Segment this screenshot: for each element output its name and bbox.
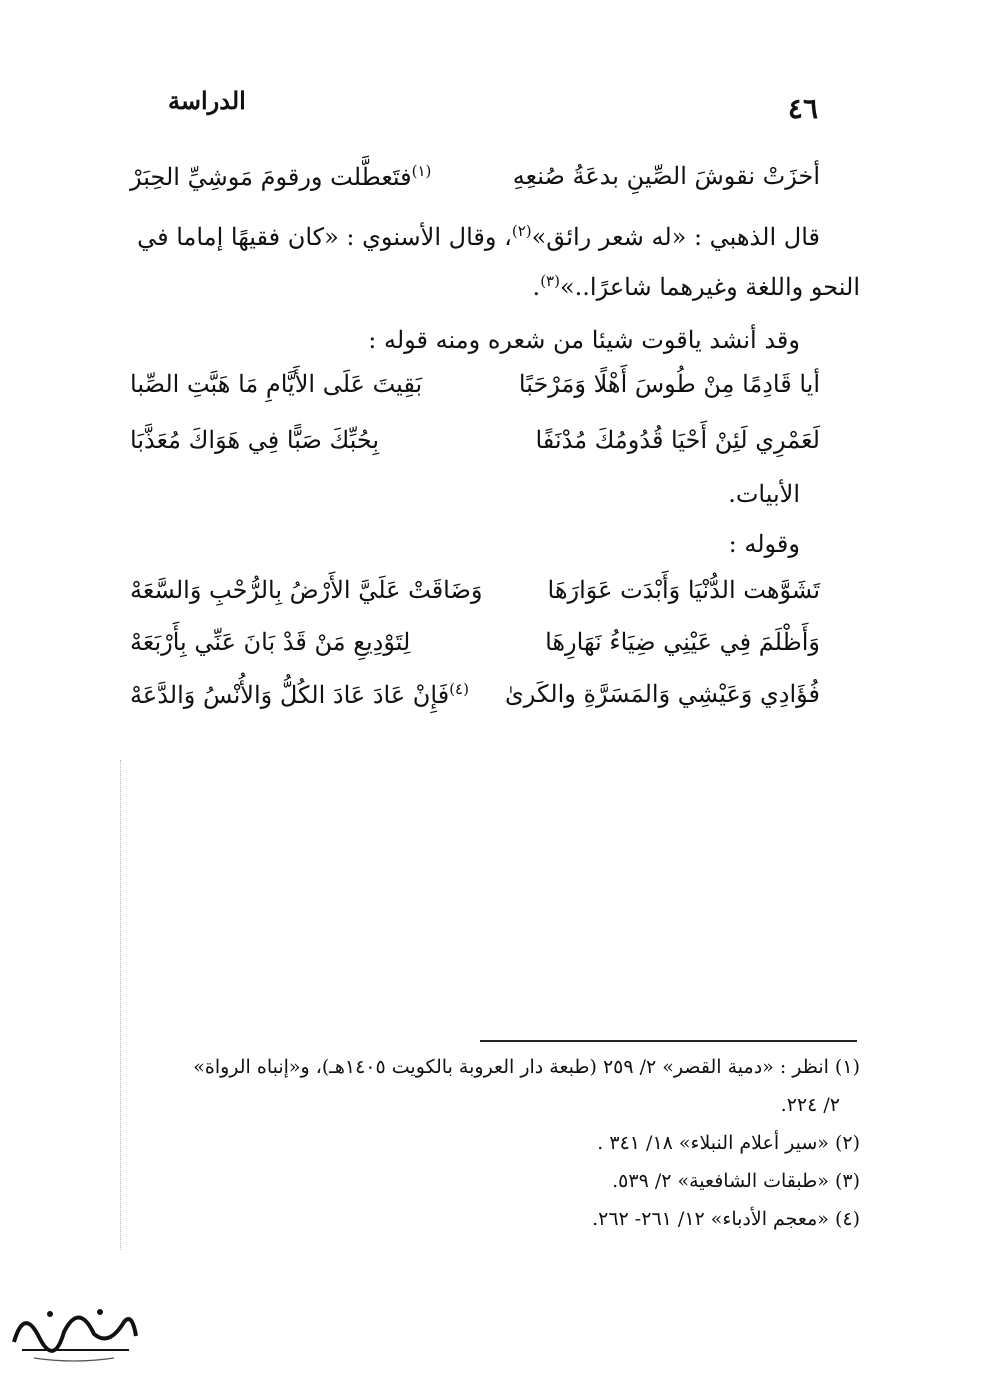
poem1-tail: الأبيات. [728,480,800,508]
footnote-1-cont: ٢/ ٢٢٤. [780,1094,840,1116]
footnote-1: (١) انظر : «دمية القصر» ٢/ ٢٥٩ (طبعة دار العروبة بالكويت ١٤٠٥هـ)، و«إنباه الرواة» [193,1056,860,1078]
paragraph-line-1: قال الذهبي : «له شعر رائق»$^{(٢)}$، وقال الأسنوي : «كان فقيهًا إماما في [137,222,820,251]
poem2-verse-2: وَأَظْلَمَ فِي عَيْنِي ضِيَاءُ نَهَارِهَا لِتَوْدِيعِ مَنْ قَدْ بَانَ عَنِّي بِأَرْبَعَهْ [130,628,820,656]
verse-top [120,162,820,206]
poem2-verse-1: تَشَوَّهت الدُّنْيَا وَأَبْدَت عَوَارَهَا وَضَاقَتْ عَلَيَّ الأَرْضُ بِالرُّحْبِ وَالسَّعَهْ [130,576,820,604]
poem2-verse-3: فُؤَادِي وَعَيْشِي وَالمَسَرَّةِ والكَرىٰ $^{(٤)}$فَإِنْ عَادَ عَادَ الكُلُّ وَالأُنْسُ وَالدَّعَهْ [130,680,820,709]
footnote-2: (٢) «سير أعلام النبلاء» ١٨/ ٣٤١ . [597,1132,860,1154]
footnote-separator [480,1040,857,1042]
footnotes [120,1056,860,1236]
verse-top-second-hemistich: $^{(١)}$فتَعطَّلت ورقومَ مَوشِيِّ الحِبَرْ [130,162,432,191]
calligraphy-logo [4,1292,144,1368]
footnote-3: (٣) «طبقات الشافعية» ٢/ ٥٣٩. [612,1170,860,1192]
page-number: ٤٦ [787,92,818,125]
running-header-title: الدراسة [168,86,246,115]
footnote-ref-3: (٣) [540,272,560,290]
poem1-verse-2: لَعَمْرِي لَئِنْ أَحْيَا قُدُومُكَ مُدْنَفًا بِحُبِّكَ صَبًّا فِي هَوَاكَ مُعَذَّبَا [130,426,820,454]
footnote-ref-2: (٢) [511,222,532,240]
footnote-4: (٤) «معجم الأدباء» ١٢/ ٢٦١- ٢٦٢. [592,1208,860,1230]
footnote-ref-1: (١) [411,162,432,180]
poem1-verse-1: أيا قَادِمًا مِنْ طُوسَ أَهْلًا وَمَرْحَبًا بَقِيتَ عَلَى الأَيَّامِ مَا هَبَّتِ الصِّبا [130,370,820,398]
intro-yaqut: وقد أنشد ياقوت شيئا من شعره ومنه قوله : [368,326,800,354]
paragraph-quotes [120,222,860,312]
verse-top-first-hemistich: أخزَتْ نقوشَ الصِّينِ بدعَةُ صُنعِهِ [512,162,820,190]
paragraph-line-2: النحو واللغة وغيرهما شاعرًا..»$^{(٣)}$. [532,272,860,301]
footnote-ref-4: (٤) [449,680,469,698]
intro-second-poem: وقوله : [728,530,800,558]
